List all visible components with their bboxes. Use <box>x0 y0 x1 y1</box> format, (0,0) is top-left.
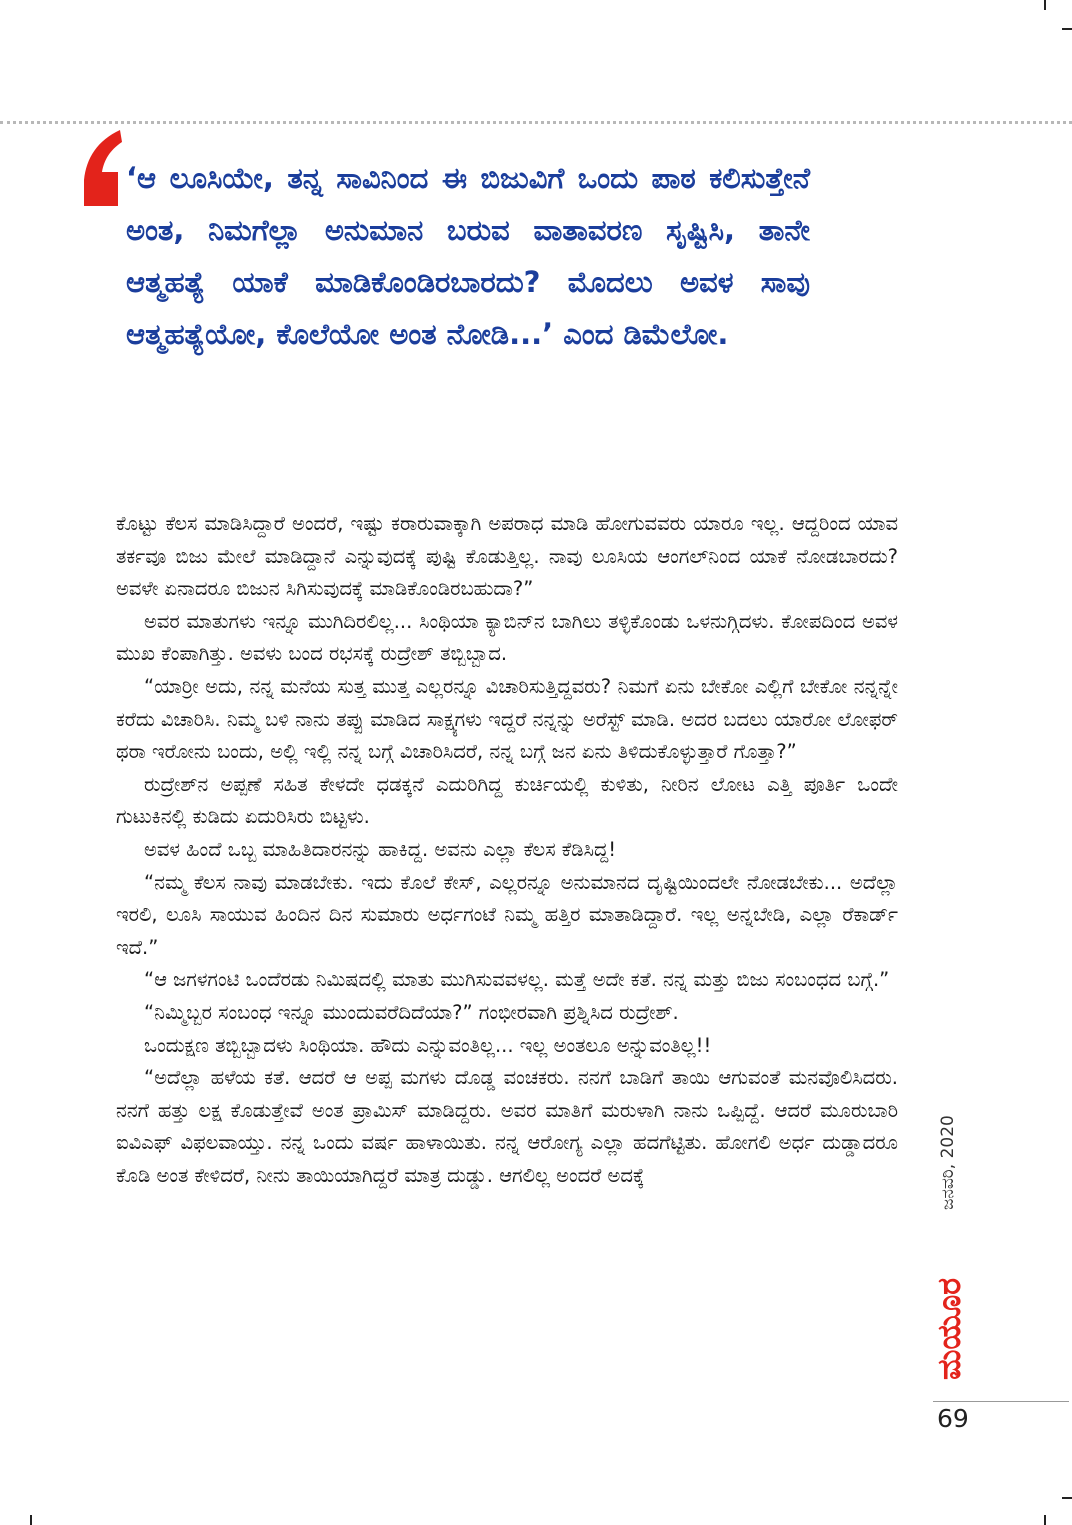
paragraph: “ಅದೆಲ್ಲಾ ಹಳೆಯ ಕತೆ. ಆದರೆ ಆ ಅಪ್ಪ ಮಗಳು ದೊಡ್ಡ ವಂಚಕರು. ನನಗೆ ಬಾಡಿಗೆ ತಾಯಿ ಆಗುವಂತೆ ಮನವೊಲಿಸಿದರು. ನನಗೆ ಹತ್ತು ಲಕ್ಷ ಕೊಡುತ್ತೇವೆ ಅಂತ ಪ್ರಾಮಿಸ್ ಮಾಡಿದ್ದರು. ಅವರ ಮಾತಿಗೆ ಮರುಳಾಗಿ ನಾನು ಒಪ್ಪಿದ್ದೆ. ಆದರೆ ಮೂರುಬಾರಿ ಐವಿಎಫ್ ವಿಫಲವಾಯ್ತು. ನನ್ನ ಒಂದು ವರ್ಷ ಹಾಳಾಯಿತು. ನನ್ನ ಆರೋಗ್ಯ ಎಲ್ಲಾ ಹದಗೆಟ್ಟಿತು. ಹೋಗಲಿ ಅರ್ಧ ದುಡ್ಡಾದರೂ ಕೊಡಿ ಅಂತ ಕೇಳಿದರೆ, ನೀನು ತಾಯಿಯಾಗಿದ್ದರೆ ಮಾತ್ರ ದುಡ್ಡು. ಆಗಲಿಲ್ಲ ಅಂದರೆ ಅದಕ್ಕೆ <box>116 1066 898 1187</box>
article-body <box>116 508 898 1192</box>
paragraph: ಅವರ ಮಾತುಗಳು ಇನ್ನೂ ಮುಗಿದಿರಲಿಲ್ಲ... ಸಿಂಥಿಯಾ ಕ್ಯಾಬಿನ್‌ನ ಬಾಗಿಲು ತಳ್ಳಿಕೊಂಡು ಒಳನುಗ್ಗಿದಳು. ಕೋಪದಿಂದ ಅವಳ ಮುಖ ಕೆಂಪಾಗಿತ್ತು. ಅವಳು ಬಂದ ರಭಸಕ್ಕೆ ರುದ್ರೇಶ್ ತಬ್ಬಿಬ್ಬಾದ. <box>116 609 898 666</box>
paragraph: ಒಂದುಕ್ಷಣ ತಬ್ಬಿಬ್ಬಾದಳು ಸಿಂಥಿಯಾ. ಹೌದು ಎನ್ನುವಂತಿಲ್ಲ... ಇಲ್ಲ ಅಂತಲೂ ಅನ್ನುವಂತಿಲ್ಲ!! <box>144 1033 712 1057</box>
paragraph: “ಆ ಜಗಳಗಂಟಿ ಒಂದೆರಡು ನಿಮಿಷದಲ್ಲಿ ಮಾತು ಮುಗಿಸುವವಳಲ್ಲ. ಮತ್ತೆ ಅದೇ ಕತೆ. ನನ್ನ ಮತ್ತು ಬಿಜು ಸಂಬಂಧದ ಬಗ್ಗೆ.” <box>144 968 890 992</box>
crop-mark-right-bottom <box>1062 1497 1072 1499</box>
crop-mark-top-right <box>1044 0 1046 10</box>
paragraph: ಕೊಟ್ಟು ಕೆಲಸ ಮಾಡಿಸಿದ್ದಾರೆ ಅಂದರೆ, ಇಷ್ಟು ಕರಾರುವಾಕ್ಕಾಗಿ ಅಪರಾಧ ಮಾಡಿ ಹೋಗುವವರು ಯಾರೂ ಇಲ್ಲ. ಆದ್ದರಿಂದ ಯಾವ ತರ್ಕವೂ ಬಿಜು ಮೇಲೆ ಮಾಡಿದ್ದಾನೆ ಎನ್ನುವುದಕ್ಕೆ ಪುಷ್ಟಿ ಕೊಡುತ್ತಿಲ್ಲ. ನಾವು ಲೂಸಿಯ ಆಂಗಲ್‌ನಿಂದ ಯಾಕೆ ನೋಡಬಾರದು? ಅವಳೇ ಏನಾದರೂ ಬಿಜುನ ಸಿಗಿಸುವುದಕ್ಕೆ ಮಾಡಿಕೊಂಡಿರಬಹುದಾ?” <box>116 512 898 601</box>
page-number: 69 <box>937 1404 969 1433</box>
paragraph: “ನಿಮ್ಮಿಬ್ಬರ ಸಂಬಂಧ ಇನ್ನೂ ಮುಂದುವರೆದಿದೆಯಾ?” ಗಂಭೀರವಾಗಿ ಪ್ರಶ್ನಿಸಿದ ರುದ್ರೇಶ್. <box>144 1000 679 1024</box>
quote-mark-icon <box>76 128 122 208</box>
page-number-rule <box>933 1401 1069 1402</box>
crop-mark-bottom-left <box>30 1515 32 1525</box>
issue-date: ಜನವರಿ, 2020 <box>938 1115 958 1210</box>
dotted-divider <box>0 121 1072 124</box>
paragraph: ಅವಳ ಹಿಂದೆ ಒಬ್ಬ ಮಾಹಿತಿದಾರನನ್ನು ಹಾಕಿದ್ದ. ಅವನು ಎಲ್ಲಾ ಕೆಲಸ ಕೆಡಿಸಿದ್ದ! <box>144 837 617 861</box>
pull-quote: ‘ಆ ಲೂಸಿಯೇ, ತನ್ನ ಸಾವಿನಿಂದ ಈ ಬಿಜುವಿಗೆ ಒಂದು ಪಾಠ ಕಲಿಸುತ್ತೇನೆ ಅಂತ, ನಿಮಗೆಲ್ಲಾ ಅನುಮಾನ ಬರುವ ವಾತಾವರಣ ಸೃಷ್ಟಿಸಿ, ತಾನೇ ಆತ್ಮಹತ್ಯೆ ಯಾಕೆ ಮಾಡಿಕೊಂಡಿರಬಾರದು? ಮೊದಲು ಅವಳ ಸಾವು ಆತ್ಮಹತ್ಯೆಯೋ, ಕೊಲೆಯೋ ಅಂತ ನೋಡಿ...’ ಎಂದ ಡಿಮೆಲೋ. <box>126 161 810 351</box>
paragraph: “ನಮ್ಮ ಕೆಲಸ ನಾವು ಮಾಡಬೇಕು. ಇದು ಕೊಲೆ ಕೇಸ್, ಎಲ್ಲರನ್ನೂ ಅನುಮಾನದ ದೃಷ್ಟಿಯಿಂದಲೇ ನೋಡಬೇಕು... ಅದೆಲ್ಲಾ ಇರಲಿ, ಲೂಸಿ ಸಾಯುವ ಹಿಂದಿನ ದಿನ ಸುಮಾರು ಅರ್ಧಗಂಟೆ ನಿಮ್ಮ ಹತ್ತಿರ ಮಾತಾಡಿದ್ದಾರೆ. ಇಲ್ಲ ಅನ್ನಬೇಡಿ, ಎಲ್ಲಾ ರೆಕಾರ್ಡ್ ಇದೆ.” <box>116 870 898 959</box>
magazine-logo: ಮಯೂರ <box>930 1277 968 1380</box>
paragraph: “ಯಾರ್‍ರೀ ಅದು, ನನ್ನ ಮನೆಯ ಸುತ್ತ ಮುತ್ತ ಎಲ್ಲರನ್ನೂ ವಿಚಾರಿಸುತ್ತಿದ್ದವರು? ನಿಮಗೆ ಏನು ಬೇಕೋ ಎಲ್ಲಿಗೆ ಬೇಕೋ ನನ್ನನ್ನೇ ಕರೆದು ವಿಚಾರಿಸಿ. ನಿಮ್ಮ ಬಳಿ ನಾನು ತಪ್ಪು ಮಾಡಿದ ಸಾಕ್ಷ್ಯಗಳು ಇದ್ದರೆ ನನ್ನನ್ನು ಅರೆಸ್ಟ್ ಮಾಡಿ. ಅದರ ಬದಲು ಯಾರೋ ಲೋಫರ್ ಥರಾ ಇರೋನು ಬಂದು, ಅಲ್ಲಿ ಇಲ್ಲಿ ನನ್ನ ಬಗ್ಗೆ ವಿಚಾರಿಸಿದರೆ, ನನ್ನ ಬಗ್ಗೆ ಜನ ಏನು ತಿಳಿದುಕೊಳ್ಳುತ್ತಾರೆ ಗೊತ್ತಾ?” <box>116 674 898 764</box>
crop-mark-right-top <box>1062 28 1072 30</box>
paragraph: ರುದ್ರೇಶ್‌ನ ಅಪ್ಪಣೆ ಸಹಿತ ಕೇಳದೇ ಧಡಕ್ಕನೆ ಎದುರಿಗಿದ್ದ ಕುರ್ಚಿಯಲ್ಲಿ ಕುಳಿತು, ನೀರಿನ ಲೋಟ ಎತ್ತಿ ಪೂರ್ತಿ ಒಂದೇ ಗುಟುಕಿನಲ್ಲಿ ಕುಡಿದು ಏದುರಿಸಿರು ಬಿಟ್ಟಳು. <box>116 772 898 829</box>
crop-mark-bottom-right <box>1044 1515 1046 1525</box>
